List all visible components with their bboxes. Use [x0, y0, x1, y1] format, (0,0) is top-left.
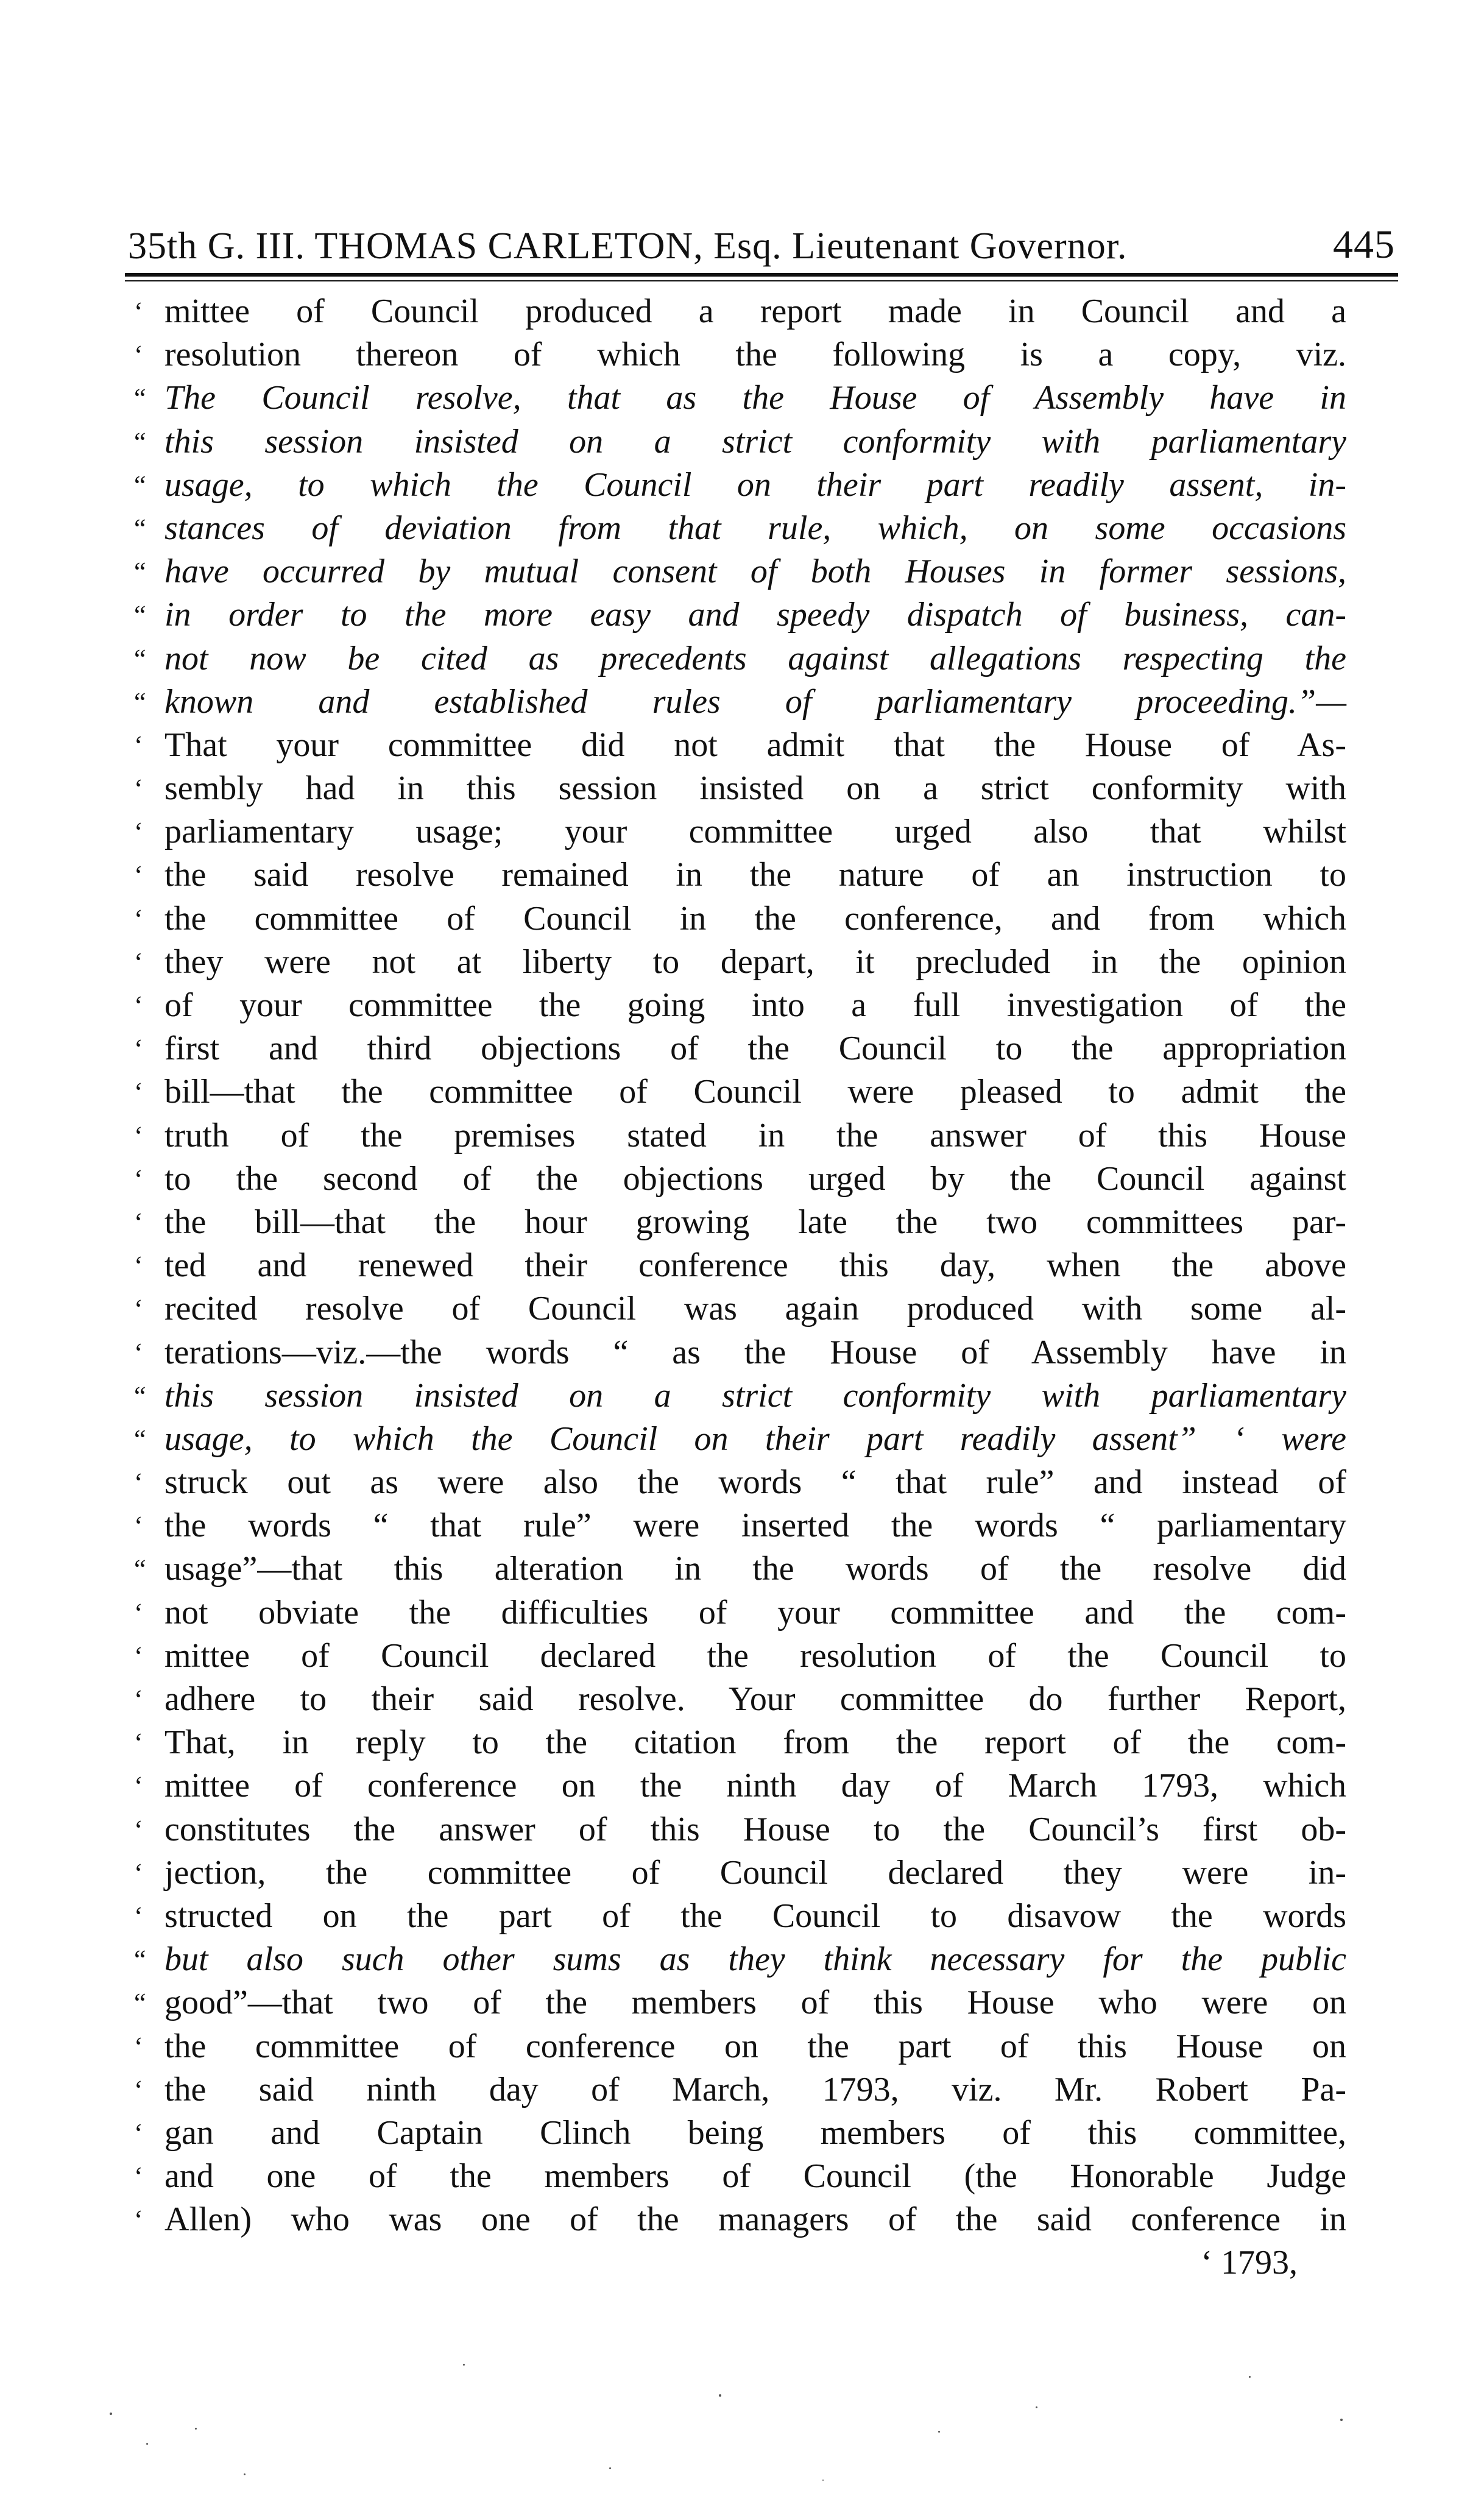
- text-line: [134, 1851, 1346, 1895]
- line-quote-mark: “: [134, 1945, 146, 1975]
- text-line: [134, 1764, 1346, 1808]
- line-quote-mark: ‘: [134, 947, 143, 977]
- line-quote-mark: ‘: [134, 1858, 143, 1888]
- line-quote-mark: ‘: [134, 991, 143, 1020]
- text-line: [134, 897, 1346, 941]
- line-quote-mark: ‘: [134, 2205, 143, 2235]
- text-line: [134, 1027, 1346, 1070]
- line-quote-mark: ‘: [134, 1511, 143, 1541]
- text-line: [134, 984, 1346, 1027]
- text-line: [134, 376, 1346, 420]
- line-text: this session insisted on a strict conformity with parliamentary: [164, 1376, 1346, 1415]
- text-line: [134, 420, 1346, 464]
- scan-speck: [1249, 2376, 1251, 2378]
- header-rule-thin: [125, 280, 1398, 281]
- line-quote-mark: ‘: [134, 1077, 143, 1108]
- text-line: [134, 1158, 1346, 1201]
- line-text: That your committee did not admit that the House of As-: [164, 726, 1346, 764]
- line-quote-mark: ‘: [134, 1164, 143, 1194]
- text-line: [134, 2112, 1346, 2155]
- line-quote-mark: ‘: [134, 1728, 143, 1758]
- line-text: mittee of Council declared the resolution of the Council to: [164, 1636, 1346, 1675]
- text-line: [134, 2155, 1346, 2198]
- scan-speck: [822, 2480, 824, 2481]
- text-line: [134, 1721, 1346, 1764]
- line-quote-mark: ‘: [134, 1294, 143, 1324]
- line-quote-mark: ‘: [134, 297, 143, 327]
- text-line: [134, 1244, 1346, 1287]
- line-text: usage”—that this alteration in the words of the resolve did: [164, 1550, 1346, 1588]
- text-line: [134, 1808, 1346, 1851]
- text-line: [134, 941, 1346, 984]
- line-text: to the second of the objections urged by the Council against: [164, 1159, 1346, 1198]
- text-line: [134, 810, 1346, 854]
- text-line: [134, 2198, 1346, 2241]
- text-line: [134, 681, 1346, 724]
- line-text: mittee of conference on the ninth day of March 1793, which: [164, 1767, 1346, 1805]
- line-quote-mark: [134, 2241, 164, 2285]
- line-text: mittee of Council produced a report made in Council and a: [164, 292, 1346, 330]
- line-quote-mark: ‘: [134, 1901, 143, 1931]
- text-line: [134, 767, 1346, 810]
- line-text: known and established rules of parliamentary proceeding.”—: [164, 682, 1346, 721]
- line-text: sembly had in this session insisted on a strict conformity with: [164, 769, 1346, 808]
- line-text: gan and Captain Clinch being members of this committee,: [164, 2113, 1346, 2152]
- line-text: usage, to which the Council on their part readily assent” ‘ were: [164, 1419, 1346, 1458]
- text-line: [134, 1938, 1346, 1981]
- scan-speck: [146, 2443, 148, 2445]
- line-quote-mark: ‘: [134, 1207, 143, 1237]
- line-quote-mark: ‘: [134, 1251, 143, 1281]
- line-text: of your committee the going into a full investigation of the: [164, 986, 1346, 1024]
- line-quote-mark: “: [134, 557, 146, 587]
- line-text: the bill—that the hour growing late the two committees par-: [164, 1203, 1346, 1241]
- running-head: 35th G. III. THOMAS CARLETON, Esq. Lieutenant Governor.: [128, 225, 1128, 267]
- page-number: 445: [1333, 222, 1395, 267]
- line-text: the said ninth day of March, 1793, viz. Mr. Robert Pa-: [164, 2070, 1346, 2109]
- scan-speck: [110, 2413, 112, 2415]
- text-line: [134, 637, 1346, 681]
- line-quote-mark: “: [134, 513, 146, 543]
- text-line: [134, 507, 1346, 550]
- line-quote-mark: ‘: [134, 340, 143, 370]
- text-line: [134, 333, 1346, 376]
- line-quote-mark: “: [134, 1380, 146, 1411]
- line-text: the committee of Council in the conference, and from which: [164, 899, 1346, 938]
- text-line: [134, 1678, 1346, 1721]
- line-text: constitutes the answer of this House to the Council’s first ob-: [164, 1810, 1346, 1848]
- text-line: [134, 464, 1346, 507]
- line-quote-mark: ‘: [134, 1641, 143, 1671]
- text-line: [134, 1418, 1346, 1461]
- line-quote-mark: “: [134, 1554, 146, 1585]
- line-quote-mark: “: [134, 1424, 146, 1454]
- text-line: [134, 550, 1346, 593]
- line-quote-mark: ‘: [134, 1814, 143, 1845]
- line-text: the said resolve remained in the nature of an instruction to: [164, 856, 1346, 894]
- line-text: usage, to which the Council on their part readily assent, in-: [164, 465, 1346, 504]
- line-quote-mark: ‘: [134, 2074, 143, 2105]
- text-line: [134, 1461, 1346, 1504]
- line-text: but also such other sums as they think necessary for the public: [164, 1940, 1346, 1979]
- line-quote-mark: “: [134, 470, 146, 500]
- text-line: [134, 724, 1346, 767]
- line-text: That, in reply to the citation from the report of the com-: [164, 1723, 1346, 1762]
- text-line: [134, 854, 1346, 897]
- text-line: [134, 1201, 1346, 1244]
- text-line: [134, 1895, 1346, 1938]
- line-text: the words “ that rule” were inserted the words “ parliamentary: [164, 1507, 1346, 1545]
- line-quote-mark: ‘: [134, 1120, 143, 1151]
- line-quote-mark: ‘: [134, 1337, 143, 1368]
- line-quote-mark: ‘: [134, 774, 143, 804]
- text-line: [134, 1114, 1346, 1158]
- page-header: [128, 207, 1395, 268]
- text-line: [134, 2068, 1346, 2112]
- line-text: jection, the committee of Council declared they were in-: [164, 1853, 1346, 1892]
- text-line: [134, 2241, 1346, 2285]
- scan-speck: [195, 2428, 197, 2430]
- text-line: [134, 593, 1346, 637]
- line-text: Allen) who was one of the managers of the said conference in: [164, 2201, 1346, 2239]
- text-line: [134, 290, 1346, 333]
- text-line: [134, 1981, 1346, 2024]
- scan-speck: [1036, 2406, 1037, 2408]
- text-line: [134, 1635, 1346, 1678]
- line-text: ‘ 1793,: [1201, 2244, 1298, 2282]
- line-text: terations—viz.—the words “ as the House of Assembly have in: [164, 1333, 1346, 1371]
- line-text: not now be cited as precedents against allegations respecting the: [164, 639, 1346, 677]
- line-text: and one of the members of Council (the Honorable Judge: [164, 2157, 1346, 2196]
- line-quote-mark: “: [134, 600, 146, 631]
- line-text: resolution thereon of which the following is a copy, viz.: [164, 336, 1346, 374]
- header-rule-thick: [125, 273, 1398, 277]
- line-quote-mark: ‘: [134, 2118, 143, 2148]
- line-quote-mark: ‘: [134, 1468, 143, 1498]
- line-text: this session insisted on a strict conformity with parliamentary: [164, 422, 1346, 461]
- line-quote-mark: ‘: [134, 1685, 143, 1714]
- line-text: parliamentary usage; your committee urged also that whilst: [164, 813, 1346, 851]
- scan-speck: [609, 2467, 611, 2469]
- line-text: adhere to their said resolve. Your committee do further Report,: [164, 1680, 1346, 1718]
- line-text: in order to the more easy and speedy dispatch of business, can-: [164, 596, 1346, 634]
- text-line: [134, 1504, 1346, 1547]
- line-text: not obviate the difficulties of your committee and the com-: [164, 1593, 1346, 1631]
- text-line: [134, 1591, 1346, 1635]
- scan-speck: [463, 2364, 465, 2366]
- line-quote-mark: ‘: [134, 817, 143, 847]
- line-text: The Council resolve, that as the House of Assembly have in: [164, 379, 1346, 417]
- line-quote-mark: ‘: [134, 1597, 143, 1628]
- line-text: the committee of conference on the part of this House on: [164, 2027, 1346, 2065]
- line-quote-mark: “: [134, 687, 146, 717]
- line-quote-mark: ‘: [134, 903, 143, 934]
- line-quote-mark: ‘: [134, 730, 143, 760]
- line-text: they were not at liberty to depart, it precluded in the opinion: [164, 942, 1346, 981]
- body-text: [134, 290, 1346, 2285]
- scan-speck: [1340, 2419, 1343, 2421]
- scan-speck: [719, 2394, 721, 2397]
- line-text: recited resolve of Council was again produced with some al-: [164, 1290, 1346, 1328]
- text-line: [134, 1287, 1346, 1331]
- text-line: [134, 2025, 1346, 2068]
- line-text: structed on the part of the Council to disavow the words: [164, 1897, 1346, 1935]
- line-quote-mark: “: [134, 426, 146, 457]
- scan-speck: [938, 2431, 940, 2433]
- line-text: struck out as were also the words “ that rule” and instead of: [164, 1463, 1346, 1502]
- line-quote-mark: ‘: [134, 1034, 143, 1064]
- line-quote-mark: ‘: [134, 1771, 143, 1801]
- line-quote-mark: ‘: [134, 860, 143, 891]
- text-line: [134, 1547, 1346, 1591]
- line-quote-mark: “: [134, 643, 146, 674]
- line-text: good”—that two of the members of this House who were on: [164, 1984, 1346, 2022]
- line-text: stances of deviation from that rule, which, on some occasions: [164, 509, 1346, 547]
- text-line: [134, 1331, 1346, 1374]
- line-quote-mark: ‘: [134, 2162, 143, 2192]
- line-text: bill—that the committee of Council were pleased to admit the: [164, 1073, 1346, 1111]
- line-text: have occurred by mutual consent of both Houses in former sessions,: [164, 553, 1346, 591]
- line-quote-mark: “: [134, 1988, 146, 2018]
- line-text: first and third objections of the Council to the appropriation: [164, 1030, 1346, 1068]
- line-text: ted and renewed their conference this day, when the above: [164, 1246, 1346, 1285]
- text-line: [134, 1374, 1346, 1418]
- line-text: truth of the premises stated in the answer of this House: [164, 1116, 1346, 1154]
- scan-speck: [244, 2473, 246, 2475]
- line-quote-mark: ‘: [134, 2031, 143, 2062]
- text-line: [134, 1070, 1346, 1114]
- line-quote-mark: “: [134, 383, 146, 414]
